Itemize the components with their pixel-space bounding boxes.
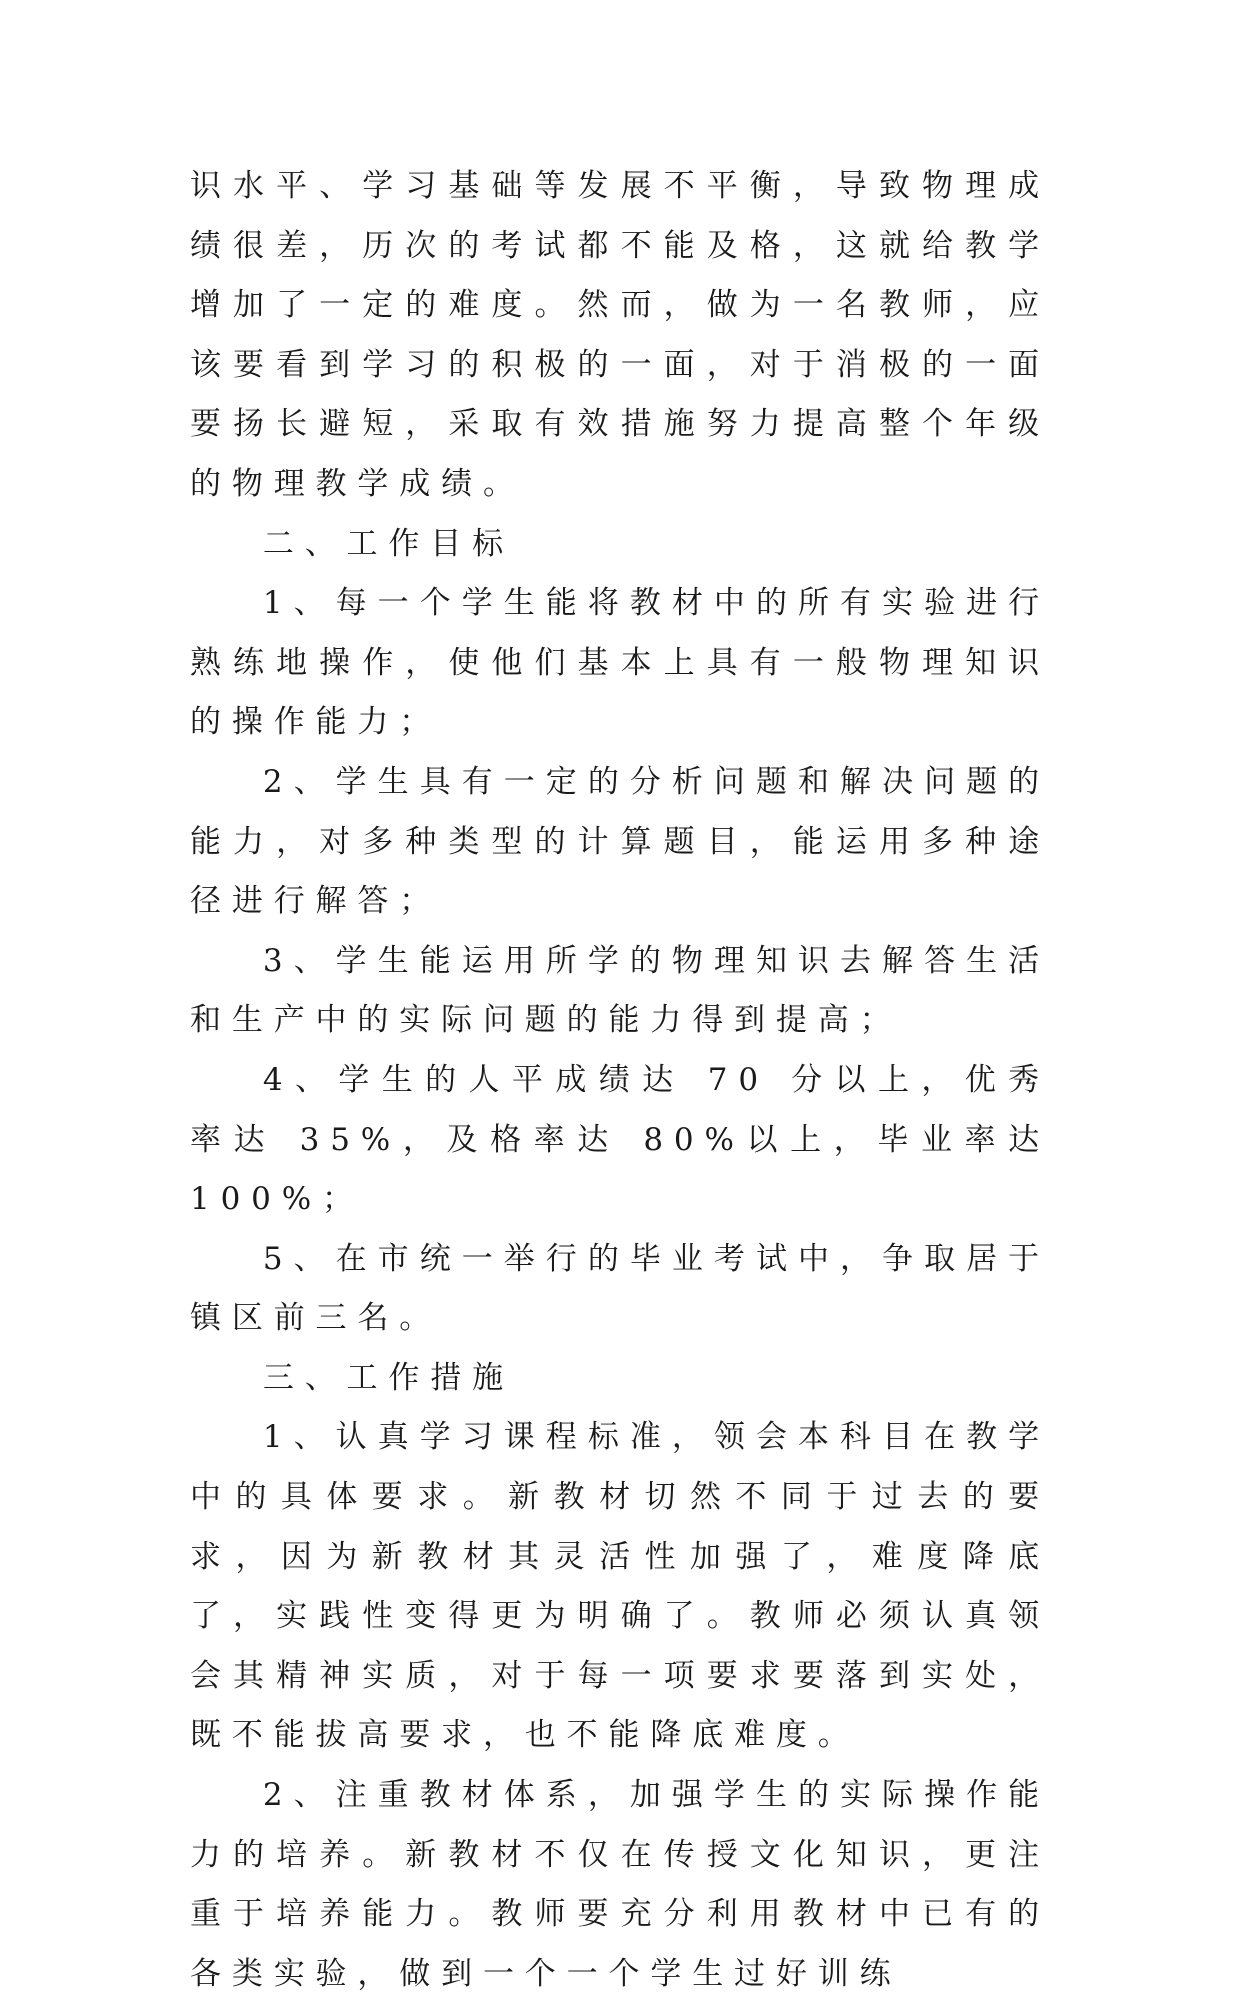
goal-item-5: 5、在市统一举行的毕业考试中，争取居于镇区前三名。: [190, 1240, 1050, 1337]
goal-item-4: 4、学生的人平成绩达 70 分以上，优秀率达 35%，及格率达 80%以上，毕业率达 100%；: [190, 1061, 1050, 1218]
section-heading-measures: 三、工作措施: [262, 1359, 514, 1396]
measure-item-2: 2、注重教材体系，加强学生的实际操作能力的培养。新教材不仅在传授文化知识，更注重于培养能力。教师要充分利用教材中已有的各类实验，做到一个一个学生过好训练: [190, 1777, 1050, 1992]
document-body: [190, 157, 1050, 2004]
measure-item-1: 1、认真学习课程标准，领会本科目在教学中的具体要求。新教材切然不同于过去的要求，因为新教材其灵活性加强了，难度降底了，实践性变得更为明确了。教师必须认真领会其精神实质，对于每一项要求要落到实处，既不能拔高要求，也不能降底难度。: [190, 1419, 1050, 1754]
paragraph-intro-continuation: 识水平、学习基础等发展不平衡，导致物理成绩很差，历次的考试都不能及格，这就给教学增加了一定的难度。然而，做为一名教师，应该要看到学习的积极的一面，对于消极的一面要扬长避短，采取有效措施努力提高整个年级的物理教学成绩。: [190, 168, 1050, 502]
section-heading-goals: 二、工作目标: [262, 525, 514, 562]
goal-item-1: 1、每一个学生能将教材中的所有实验进行熟练地操作，使他们基本上具有一般物理知识的操作能力；: [190, 585, 1050, 741]
goal-item-2: 2、学生具有一定的分析问题和解决问题的能力，对多种类型的计算题目，能运用多种途径进行解答；: [190, 763, 1050, 920]
goal-item-3: 3、学生能运用所学的物理知识去解答生活和生产中的实际问题的能力得到提高；: [190, 942, 1050, 1039]
